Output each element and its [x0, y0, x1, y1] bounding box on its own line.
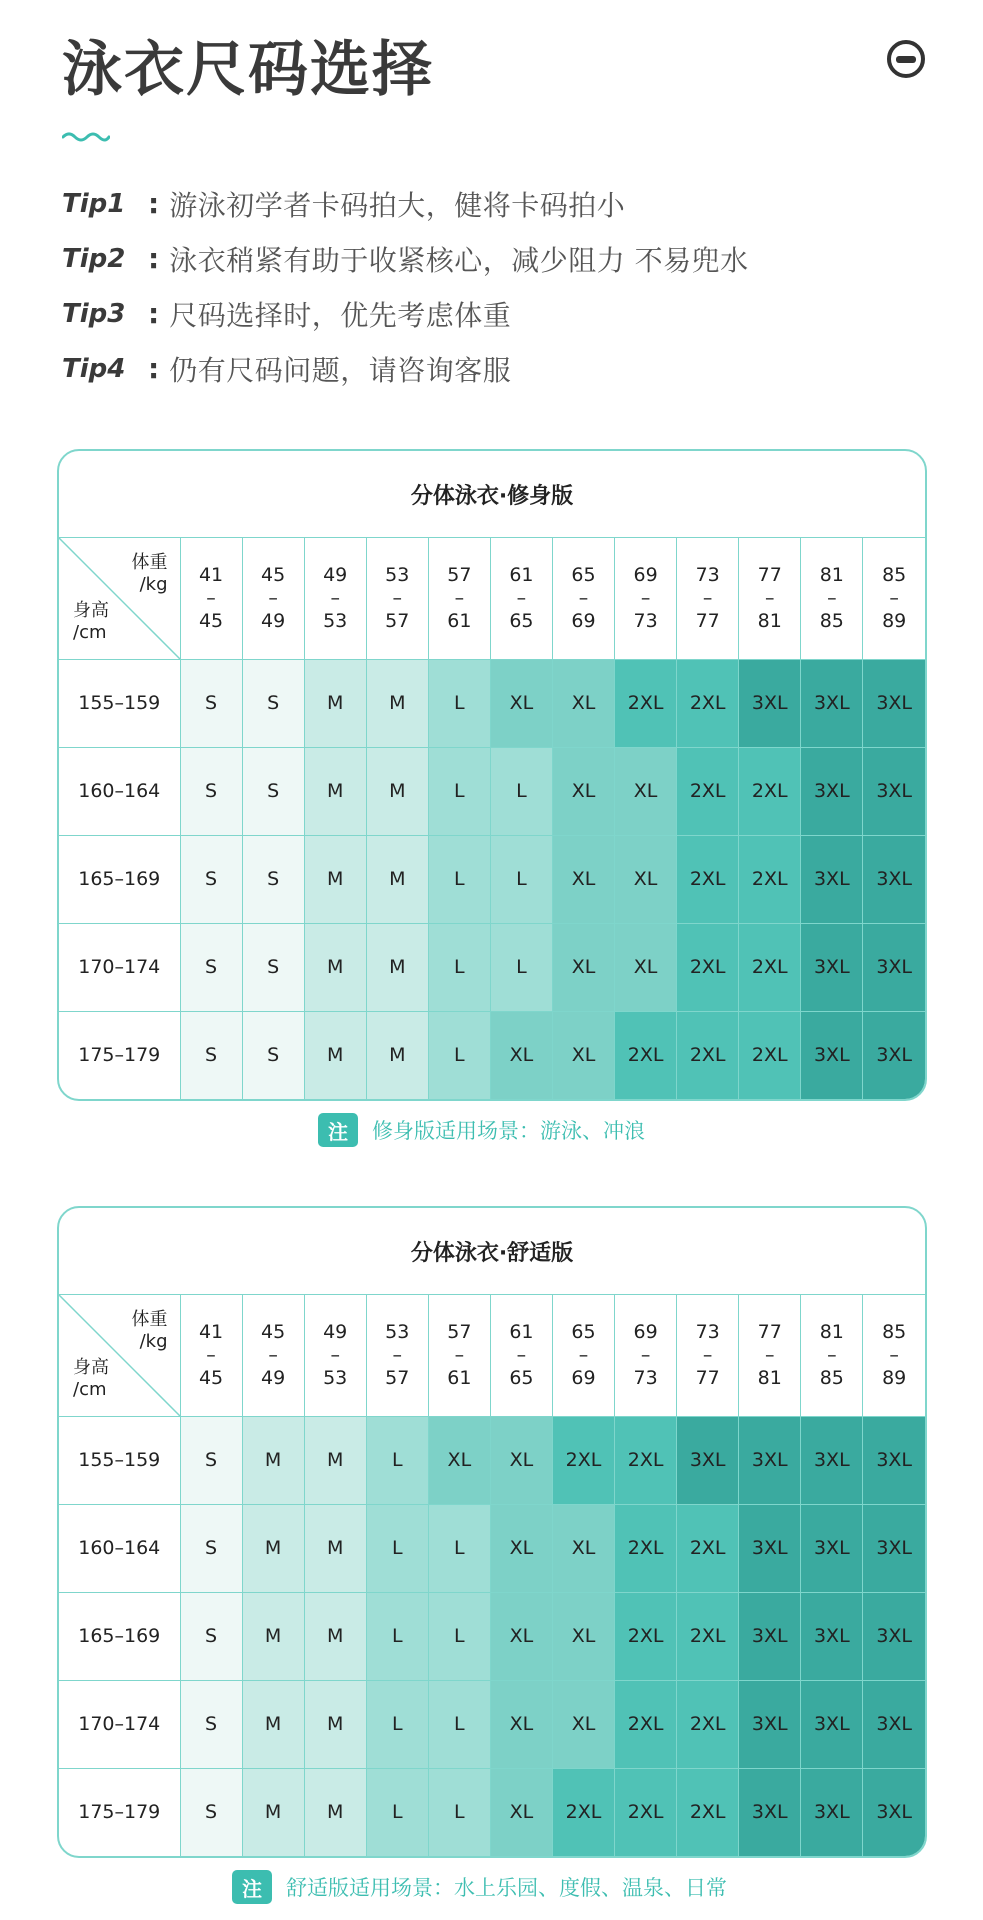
size-cell: 3XL: [677, 1416, 739, 1504]
weight-max: 81: [757, 1366, 782, 1389]
size-cell: 2XL: [615, 1680, 677, 1768]
weight-min: 73: [695, 563, 720, 586]
size-cell: L: [490, 747, 552, 835]
weight-min: 45: [261, 1320, 286, 1343]
size-cell: XL: [615, 923, 677, 1011]
weight-min: 73: [695, 1320, 720, 1343]
size-cell: XL: [552, 747, 614, 835]
minus-circle-icon[interactable]: [887, 40, 925, 78]
header-row: [59, 1295, 925, 1416]
table-row: [59, 1592, 925, 1680]
size-cell: 2XL: [615, 1504, 677, 1592]
size-cell: XL: [490, 659, 552, 747]
height-range-label: 175–179: [59, 1011, 180, 1099]
weight-unit: /kg: [139, 574, 168, 595]
weight-max: 69: [571, 609, 596, 632]
size-cell: S: [242, 835, 304, 923]
size-cell: L: [428, 1680, 490, 1768]
range-dash: –: [330, 586, 340, 609]
height-axis-label: [73, 600, 109, 644]
size-cell: S: [180, 1592, 242, 1680]
size-cell: M: [304, 1680, 366, 1768]
size-cell: 3XL: [801, 1592, 863, 1680]
weight-max: 65: [509, 609, 534, 632]
size-cell: 2XL: [677, 923, 739, 1011]
weight-max: 85: [819, 609, 844, 632]
weight-min: 65: [571, 1320, 596, 1343]
size-cell: 2XL: [739, 923, 801, 1011]
size-cell: S: [242, 923, 304, 1011]
weight-range-header: [366, 538, 428, 659]
range-dash: –: [454, 586, 465, 609]
weight-max: 57: [385, 609, 410, 632]
size-cell: M: [304, 835, 366, 923]
size-cell: 2XL: [677, 659, 739, 747]
weight-max: 61: [447, 1366, 472, 1389]
size-cell: 3XL: [863, 1416, 925, 1504]
size-cell: M: [304, 923, 366, 1011]
size-cell: 3XL: [801, 1504, 863, 1592]
size-cell: 2XL: [552, 1416, 614, 1504]
size-cell: 2XL: [739, 835, 801, 923]
weight-label: 体重: [131, 1309, 168, 1330]
weight-range-header: [863, 1295, 925, 1416]
height-label: 身高: [73, 1357, 109, 1378]
tip-label: Tip1: [62, 189, 144, 219]
size-cell: L: [428, 923, 490, 1011]
weight-range-header: [615, 1295, 677, 1416]
weight-range-header: [552, 538, 614, 659]
tip-label: Tip4: [62, 354, 144, 384]
table-row: [59, 747, 925, 835]
size-cell: XL: [552, 1011, 614, 1099]
weight-max: 57: [385, 1366, 410, 1389]
note-text: 舒适版适用场景：水上乐园、度假、温泉、日常: [286, 1876, 727, 1900]
note-badge: 注: [232, 1870, 272, 1904]
size-cell: 3XL: [863, 1768, 925, 1856]
size-cell: M: [242, 1680, 304, 1768]
size-cell: L: [428, 1768, 490, 1856]
weight-range-header: [180, 1295, 242, 1416]
header-corner: [59, 1295, 180, 1416]
weight-range-header: [552, 1295, 614, 1416]
size-cell: 3XL: [739, 1768, 801, 1856]
size-cell: L: [366, 1416, 428, 1504]
page-title: 泳衣尺码选择: [62, 35, 434, 105]
size-cell: L: [490, 835, 552, 923]
size-cell: 3XL: [801, 1680, 863, 1768]
height-range-label: 165–169: [59, 1592, 180, 1680]
table-row: [59, 1504, 925, 1592]
weight-max: 73: [633, 1366, 658, 1389]
size-cell: M: [304, 659, 366, 747]
size-cell: XL: [615, 747, 677, 835]
weight-max: 49: [261, 1366, 286, 1389]
weight-range-header: [366, 1295, 428, 1416]
size-cell: S: [242, 747, 304, 835]
range-dash: –: [889, 586, 899, 609]
size-cell: 2XL: [552, 1768, 614, 1856]
size-cell: 2XL: [677, 1680, 739, 1768]
size-cell: 2XL: [615, 659, 677, 747]
tip-text: 尺码选择时，优先考虑体重: [169, 298, 512, 332]
range-dash: –: [454, 1343, 465, 1366]
weight-label: 体重: [131, 552, 168, 573]
weight-range-header: [801, 538, 863, 659]
range-dash: –: [578, 586, 589, 609]
weight-max: 77: [695, 609, 720, 632]
table-row: [59, 835, 925, 923]
weight-range-header: [428, 1295, 490, 1416]
size-cell: L: [428, 1011, 490, 1099]
tip-item: Tip3 : 尺码选择时，优先考虑体重: [62, 286, 749, 341]
height-range-label: 160–164: [59, 1504, 180, 1592]
size-cell: 3XL: [801, 923, 863, 1011]
size-cell: XL: [552, 1592, 614, 1680]
weight-max: 85: [819, 1366, 844, 1389]
weight-range-header: [304, 538, 366, 659]
table-row: [59, 923, 925, 1011]
table-row: [59, 1416, 925, 1504]
size-table-comfort: [57, 1206, 927, 1858]
range-dash: –: [516, 1343, 527, 1366]
size-cell: XL: [490, 1592, 552, 1680]
size-cell: M: [304, 747, 366, 835]
size-cell: L: [366, 1504, 428, 1592]
weight-max: 61: [447, 609, 472, 632]
weight-max: 81: [757, 609, 782, 632]
weight-max: 73: [633, 609, 658, 632]
weight-axis-label: [132, 1309, 168, 1353]
range-dash: –: [392, 586, 403, 609]
size-cell: 3XL: [863, 659, 925, 747]
range-dash: –: [268, 586, 278, 609]
size-cell: M: [242, 1768, 304, 1856]
height-range-label: 170–174: [59, 923, 180, 1011]
header-corner: [59, 538, 180, 659]
tip-label: Tip3: [62, 299, 144, 329]
size-cell: M: [366, 659, 428, 747]
tips-list: [62, 176, 749, 396]
weight-range-header: [615, 538, 677, 659]
size-cell: L: [428, 747, 490, 835]
size-cell: 2XL: [615, 1416, 677, 1504]
weight-min: 85: [882, 1320, 907, 1343]
table-row: [59, 1680, 925, 1768]
weight-range-header: [863, 538, 925, 659]
size-cell: 2XL: [677, 1011, 739, 1099]
table-title: 分体泳衣·修身版: [59, 451, 925, 538]
size-cell: M: [304, 1504, 366, 1592]
weight-min: 53: [385, 563, 410, 586]
weight-range-header: [801, 1295, 863, 1416]
size-table-slim: [57, 449, 927, 1101]
weight-range-header: [739, 538, 801, 659]
range-dash: –: [827, 586, 837, 609]
weight-min: 69: [633, 563, 658, 586]
range-dash: –: [516, 586, 527, 609]
size-cell: 3XL: [863, 1504, 925, 1592]
weight-min: 61: [509, 563, 534, 586]
size-cell: M: [242, 1504, 304, 1592]
table-row: [59, 1768, 925, 1856]
weight-min: 57: [447, 563, 472, 586]
range-dash: –: [764, 1343, 775, 1366]
size-cell: 3XL: [739, 1416, 801, 1504]
size-chart: [59, 538, 925, 1099]
size-cell: 3XL: [801, 659, 863, 747]
range-dash: –: [392, 1343, 403, 1366]
size-cell: XL: [490, 1768, 552, 1856]
size-cell: XL: [490, 1680, 552, 1768]
table-title: 分体泳衣·舒适版: [59, 1208, 925, 1295]
weight-max: 89: [882, 1366, 907, 1389]
size-cell: S: [180, 1504, 242, 1592]
size-cell: L: [366, 1680, 428, 1768]
height-range-label: 165–169: [59, 835, 180, 923]
range-dash: –: [827, 1343, 837, 1366]
size-cell: S: [180, 1416, 242, 1504]
size-cell: 3XL: [739, 1504, 801, 1592]
note-text: 修身版适用场景：游泳、冲浪: [372, 1119, 645, 1143]
weight-max: 89: [882, 609, 907, 632]
size-cell: XL: [552, 1680, 614, 1768]
tip-text: 游泳初学者卡码拍大，健将卡码拍小: [169, 188, 626, 222]
size-cell: 3XL: [739, 659, 801, 747]
weight-min: 65: [571, 563, 596, 586]
weight-range-header: [428, 538, 490, 659]
size-cell: 2XL: [615, 1592, 677, 1680]
size-cell: 3XL: [801, 835, 863, 923]
range-dash: –: [268, 1343, 278, 1366]
tip-text: 仍有尺码问题，请咨询客服: [169, 353, 512, 387]
note-comfort: [232, 1870, 727, 1904]
size-cell: M: [366, 1011, 428, 1099]
size-cell: 3XL: [863, 835, 925, 923]
size-cell: S: [180, 747, 242, 835]
range-dash: –: [640, 586, 651, 609]
weight-range-header: [180, 538, 242, 659]
weight-min: 45: [261, 563, 286, 586]
size-cell: 2XL: [677, 1592, 739, 1680]
weight-min: 41: [198, 563, 224, 586]
range-dash: –: [702, 586, 713, 609]
weight-min: 57: [447, 1320, 472, 1343]
size-cell: 2XL: [677, 1504, 739, 1592]
size-cell: XL: [490, 1011, 552, 1099]
size-cell: XL: [552, 835, 614, 923]
height-label: 身高: [73, 600, 109, 621]
height-range-label: 170–174: [59, 1680, 180, 1768]
size-cell: M: [366, 835, 428, 923]
weight-max: 53: [323, 1366, 348, 1389]
table-row: [59, 659, 925, 747]
weight-axis-label: [132, 552, 168, 596]
tip-item: Tip4 : 仍有尺码问题，请咨询客服: [62, 341, 749, 396]
size-cell: S: [180, 659, 242, 747]
tip-item: Tip1 : 游泳初学者卡码拍大，健将卡码拍小: [62, 176, 749, 231]
size-cell: L: [428, 1592, 490, 1680]
weight-max: 53: [323, 609, 348, 632]
size-cell: S: [242, 1011, 304, 1099]
size-cell: 3XL: [863, 747, 925, 835]
table-row: [59, 1011, 925, 1099]
height-unit: /cm: [73, 1379, 107, 1400]
weight-min: 41: [198, 1320, 224, 1343]
size-cell: XL: [490, 1416, 552, 1504]
size-cell: XL: [615, 835, 677, 923]
size-cell: M: [304, 1416, 366, 1504]
size-cell: 3XL: [801, 1768, 863, 1856]
size-cell: M: [304, 1011, 366, 1099]
range-dash: –: [206, 586, 216, 609]
size-cell: L: [428, 835, 490, 923]
size-cell: 2XL: [615, 1768, 677, 1856]
range-dash: –: [578, 1343, 589, 1366]
size-cell: XL: [552, 659, 614, 747]
size-cell: S: [180, 1768, 242, 1856]
size-cell: S: [242, 659, 304, 747]
size-cell: L: [366, 1768, 428, 1856]
weight-range-header: [739, 1295, 801, 1416]
weight-max: 77: [695, 1366, 720, 1389]
range-dash: –: [889, 1343, 899, 1366]
size-cell: L: [366, 1592, 428, 1680]
size-cell: L: [490, 923, 552, 1011]
size-cell: XL: [552, 1504, 614, 1592]
height-axis-label: [73, 1357, 109, 1401]
size-cell: XL: [428, 1416, 490, 1504]
weight-max: 65: [509, 1366, 534, 1389]
weight-min: 69: [633, 1320, 658, 1343]
weight-min: 53: [385, 1320, 410, 1343]
range-dash: –: [764, 586, 775, 609]
size-cell: 3XL: [739, 1680, 801, 1768]
weight-range-header: [490, 538, 552, 659]
size-cell: 3XL: [863, 1011, 925, 1099]
weight-min: 81: [819, 1320, 844, 1343]
weight-max: 45: [198, 1366, 224, 1389]
weight-range-header: [242, 1295, 304, 1416]
height-range-label: 155–159: [59, 1416, 180, 1504]
range-dash: –: [702, 1343, 713, 1366]
weight-range-header: [490, 1295, 552, 1416]
tip-label: Tip2: [62, 244, 144, 274]
size-cell: M: [304, 1768, 366, 1856]
range-dash: –: [330, 1343, 340, 1366]
size-cell: S: [180, 923, 242, 1011]
size-cell: 3XL: [801, 1416, 863, 1504]
size-cell: 3XL: [863, 1592, 925, 1680]
range-dash: –: [206, 1343, 216, 1366]
tip-text: 泳衣稍紧有助于收紧核心，减少阻力 不易兜水: [169, 243, 749, 277]
range-dash: –: [640, 1343, 651, 1366]
size-cell: XL: [552, 923, 614, 1011]
size-cell: 2XL: [677, 1768, 739, 1856]
tip-item: Tip2 : 泳衣稍紧有助于收紧核心，减少阻力 不易兜水: [62, 231, 749, 286]
note-badge: 注: [318, 1113, 358, 1147]
weight-min: 61: [509, 1320, 534, 1343]
weight-min: 85: [882, 563, 907, 586]
height-range-label: 175–179: [59, 1768, 180, 1856]
size-cell: S: [180, 1011, 242, 1099]
weight-min: 77: [757, 1320, 782, 1343]
size-cell: S: [180, 1680, 242, 1768]
size-cell: M: [366, 747, 428, 835]
size-cell: M: [304, 1592, 366, 1680]
weight-min: 77: [757, 563, 782, 586]
size-cell: 2XL: [677, 835, 739, 923]
weight-min: 49: [323, 1320, 348, 1343]
height-range-label: 160–164: [59, 747, 180, 835]
size-cell: 3XL: [801, 1011, 863, 1099]
size-cell: 2XL: [739, 747, 801, 835]
size-cell: M: [242, 1592, 304, 1680]
size-cell: M: [366, 923, 428, 1011]
wave-divider-icon: [62, 130, 110, 144]
size-cell: 3XL: [801, 747, 863, 835]
note-slim: [318, 1113, 645, 1147]
size-cell: 3XL: [863, 923, 925, 1011]
weight-max: 49: [261, 609, 286, 632]
size-cell: S: [180, 835, 242, 923]
weight-range-header: [677, 1295, 739, 1416]
size-cell: 2XL: [615, 1011, 677, 1099]
size-cell: M: [242, 1416, 304, 1504]
weight-max: 45: [198, 609, 224, 632]
size-cell: L: [428, 1504, 490, 1592]
weight-unit: /kg: [139, 1331, 168, 1352]
header-row: [59, 538, 925, 659]
height-range-label: 155–159: [59, 659, 180, 747]
weight-range-header: [242, 538, 304, 659]
weight-min: 49: [323, 563, 348, 586]
weight-min: 81: [819, 563, 844, 586]
weight-max: 69: [571, 1366, 596, 1389]
size-cell: L: [428, 659, 490, 747]
height-unit: /cm: [73, 622, 107, 643]
size-cell: 2XL: [739, 1011, 801, 1099]
size-chart: [59, 1295, 925, 1856]
weight-range-header: [677, 538, 739, 659]
size-cell: 2XL: [677, 747, 739, 835]
size-cell: XL: [490, 1504, 552, 1592]
size-cell: 3XL: [739, 1592, 801, 1680]
size-cell: 3XL: [863, 1680, 925, 1768]
weight-range-header: [304, 1295, 366, 1416]
